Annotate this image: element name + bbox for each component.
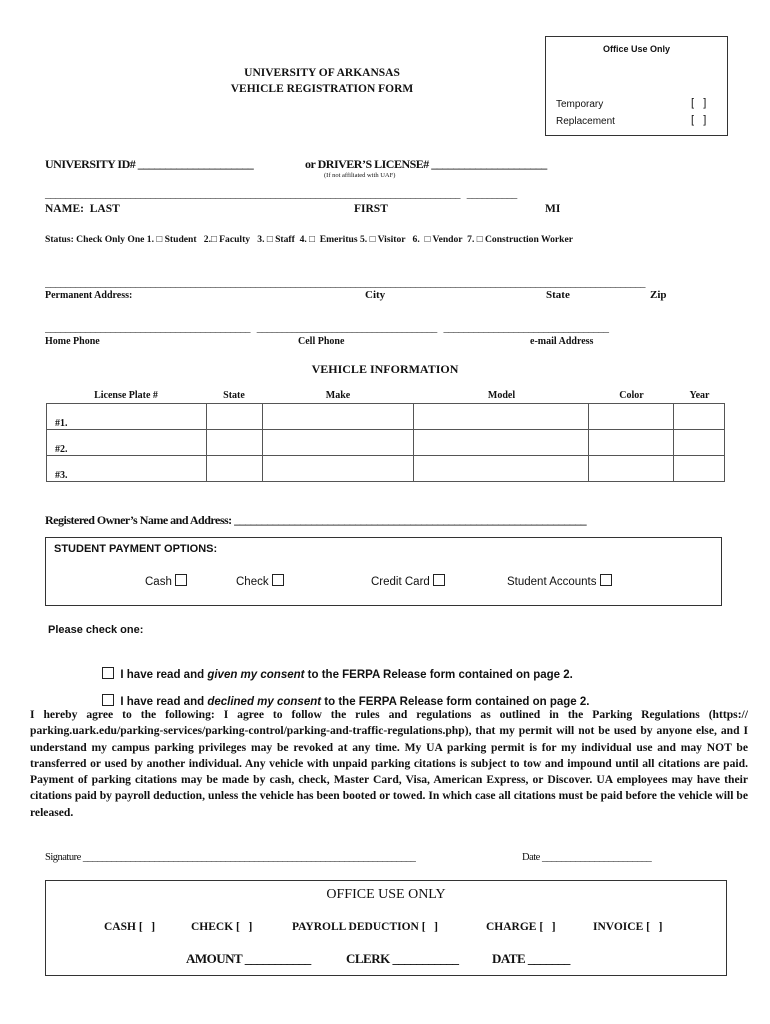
name-underline[interactable]: ___________________________________________________________________________________ __________ bbox=[45, 188, 517, 200]
consent-checkbox[interactable] bbox=[102, 667, 114, 679]
phones-underline[interactable]: _________________________________________ ____________________________________ _________________________________ bbox=[45, 322, 609, 334]
office-amount[interactable]: AMOUNT ___________ bbox=[186, 951, 311, 966]
decline-checkbox[interactable] bbox=[102, 694, 114, 706]
drivers-license-field[interactable]: or DRIVER’S LICENSE# _____________________ bbox=[305, 157, 547, 171]
office-cash[interactable]: CASH [ ] bbox=[104, 921, 156, 933]
signature-date-field[interactable]: Date _______________________ bbox=[522, 852, 652, 863]
university-id-field[interactable]: UNIVERSITY ID# _____________________ bbox=[45, 157, 254, 171]
email-label: e-mail Address bbox=[530, 336, 594, 347]
home-phone-label: Home Phone bbox=[45, 336, 100, 347]
cell-phone-label: Cell Phone bbox=[298, 336, 345, 347]
col-model: Model bbox=[487, 390, 516, 401]
col-make: Make bbox=[325, 390, 351, 401]
col-color: Color bbox=[619, 390, 644, 401]
payment-check[interactable] bbox=[236, 574, 284, 588]
table-cell[interactable] bbox=[414, 430, 589, 456]
header-line2: VEHICLE REGISTRATION FORM bbox=[230, 83, 414, 95]
table-cell[interactable] bbox=[262, 456, 414, 482]
table-cell[interactable] bbox=[206, 404, 262, 430]
ferpa-option-consent[interactable] bbox=[96, 655, 573, 681]
row-label: #1. bbox=[47, 404, 207, 430]
office-invoice[interactable]: INVOICE [ ] bbox=[593, 921, 663, 933]
col-state: State bbox=[223, 390, 245, 401]
payment-cash-label: Cash bbox=[145, 576, 172, 588]
table-cell[interactable] bbox=[674, 456, 725, 482]
agreement-paragraph: I hereby agree to the following: I agree to follow the rules and regulations as outlined in the Parking Regulations (https:// parking.uark.edu/parking-services/parking-control/parking-and-traffic-regulations.php), that my permit will not be used by anyone else, and I understand my campus parking privileges may be revoked at any time. My UA parking permit is for my individual use and may NOT be transferred or used by another individual. Any vehicle with unpaid parking citations is subject to tow and impound until all citations are paid. Payment of parking citations may be made by cash, check, Master Card, Visa, American Express, or Discover. UA employees may have their citations paid by payroll deduction, unless the vehicle has been booted or towed. In which case all citations must be paid before the vehicle will be released. bbox=[30, 708, 748, 819]
consent-text-c: to the FERPA Release form contained on page 2. bbox=[304, 669, 573, 681]
col-year: Year bbox=[689, 390, 710, 401]
state-label: State bbox=[546, 289, 570, 301]
table-cell[interactable] bbox=[262, 430, 414, 456]
office-bottom-title: OFFICE USE ONLY bbox=[326, 887, 446, 902]
decline-text-c: to the FERPA Release form contained on page 2. bbox=[321, 696, 590, 708]
vehicle-table bbox=[46, 403, 725, 482]
row-label: #3. bbox=[47, 456, 207, 482]
table-cell[interactable] bbox=[674, 404, 725, 430]
accounts-checkbox[interactable] bbox=[600, 574, 612, 586]
name-mi-label: MI bbox=[545, 203, 561, 215]
office-charge[interactable]: CHARGE [ ] bbox=[486, 921, 556, 933]
temporary-label: Temporary bbox=[556, 99, 604, 110]
table-row bbox=[47, 430, 725, 456]
replacement-checkbox[interactable]: [ ] bbox=[691, 114, 707, 126]
table-row bbox=[47, 456, 725, 482]
temporary-checkbox[interactable]: [ ] bbox=[691, 97, 707, 109]
ferpa-option-decline[interactable] bbox=[96, 682, 589, 708]
id-note: (If not affiliated with UAF) bbox=[324, 172, 396, 179]
decline-text-a: I have read and bbox=[120, 696, 208, 708]
decline-text-b: declined my consent bbox=[207, 696, 322, 708]
payment-accounts[interactable] bbox=[507, 574, 612, 588]
office-payroll[interactable]: PAYROLL DEDUCTION [ ] bbox=[292, 921, 439, 933]
office-check[interactable]: CHECK [ ] bbox=[191, 921, 253, 933]
table-cell[interactable] bbox=[589, 456, 674, 482]
city-label: City bbox=[365, 289, 386, 301]
consent-text-a: I have read and bbox=[120, 669, 208, 681]
office-date[interactable]: DATE _______ bbox=[492, 951, 570, 966]
ferpa-prompt: Please check one: bbox=[48, 624, 144, 636]
name-first-label: FIRST bbox=[354, 203, 388, 215]
permanent-address-label: Permanent Address: bbox=[45, 290, 133, 301]
table-cell[interactable] bbox=[589, 404, 674, 430]
payment-options-box bbox=[45, 537, 722, 606]
office-clerk[interactable]: CLERK ___________ bbox=[346, 951, 459, 966]
office-use-bottom-box bbox=[45, 880, 727, 976]
table-cell[interactable] bbox=[589, 430, 674, 456]
table-cell[interactable] bbox=[206, 430, 262, 456]
payment-credit[interactable] bbox=[371, 574, 445, 588]
name-last-label: NAME: LAST bbox=[45, 203, 120, 215]
address-underline[interactable]: ________________________________________________________________________________________________________________________ bbox=[45, 277, 645, 289]
table-cell[interactable] bbox=[206, 456, 262, 482]
payment-accounts-label: Student Accounts bbox=[507, 576, 597, 588]
payment-options-title: STUDENT PAYMENT OPTIONS: bbox=[54, 543, 218, 555]
office-use-title: Office Use Only bbox=[602, 44, 671, 54]
replacement-label: Replacement bbox=[556, 116, 615, 127]
signature-field[interactable]: Signature ______________________________________________________________________ bbox=[45, 852, 416, 863]
col-license-plate: License Plate # bbox=[94, 390, 158, 401]
zip-label: Zip bbox=[650, 289, 667, 301]
payment-check-label: Check bbox=[236, 576, 269, 588]
credit-checkbox[interactable] bbox=[433, 574, 445, 586]
row-label: #2. bbox=[47, 430, 207, 456]
table-cell[interactable] bbox=[262, 404, 414, 430]
status-line[interactable]: Status: Check Only One 1. □ Student 2.□ Faculty 3. □ Staff 4. □ Emeritus 5. □ Visitor 6. □ Vendor 7. □ Construction Worker bbox=[45, 234, 574, 245]
vehicle-info-title: VEHICLE INFORMATION bbox=[311, 362, 459, 376]
registered-owner-field[interactable]: Registered Owner’s Name and Address: ________________________________________________________________ bbox=[45, 513, 587, 527]
table-cell[interactable] bbox=[414, 404, 589, 430]
table-cell[interactable] bbox=[414, 456, 589, 482]
header-line1: UNIVERSITY OF ARKANSAS bbox=[244, 67, 400, 79]
payment-cash[interactable] bbox=[145, 574, 187, 588]
check-checkbox[interactable] bbox=[272, 574, 284, 586]
consent-text-b: given my consent bbox=[207, 669, 305, 681]
table-cell[interactable] bbox=[674, 430, 725, 456]
payment-credit-label: Credit Card bbox=[371, 576, 430, 588]
table-row bbox=[47, 404, 725, 430]
office-use-box bbox=[545, 36, 728, 136]
cash-checkbox[interactable] bbox=[175, 574, 187, 586]
